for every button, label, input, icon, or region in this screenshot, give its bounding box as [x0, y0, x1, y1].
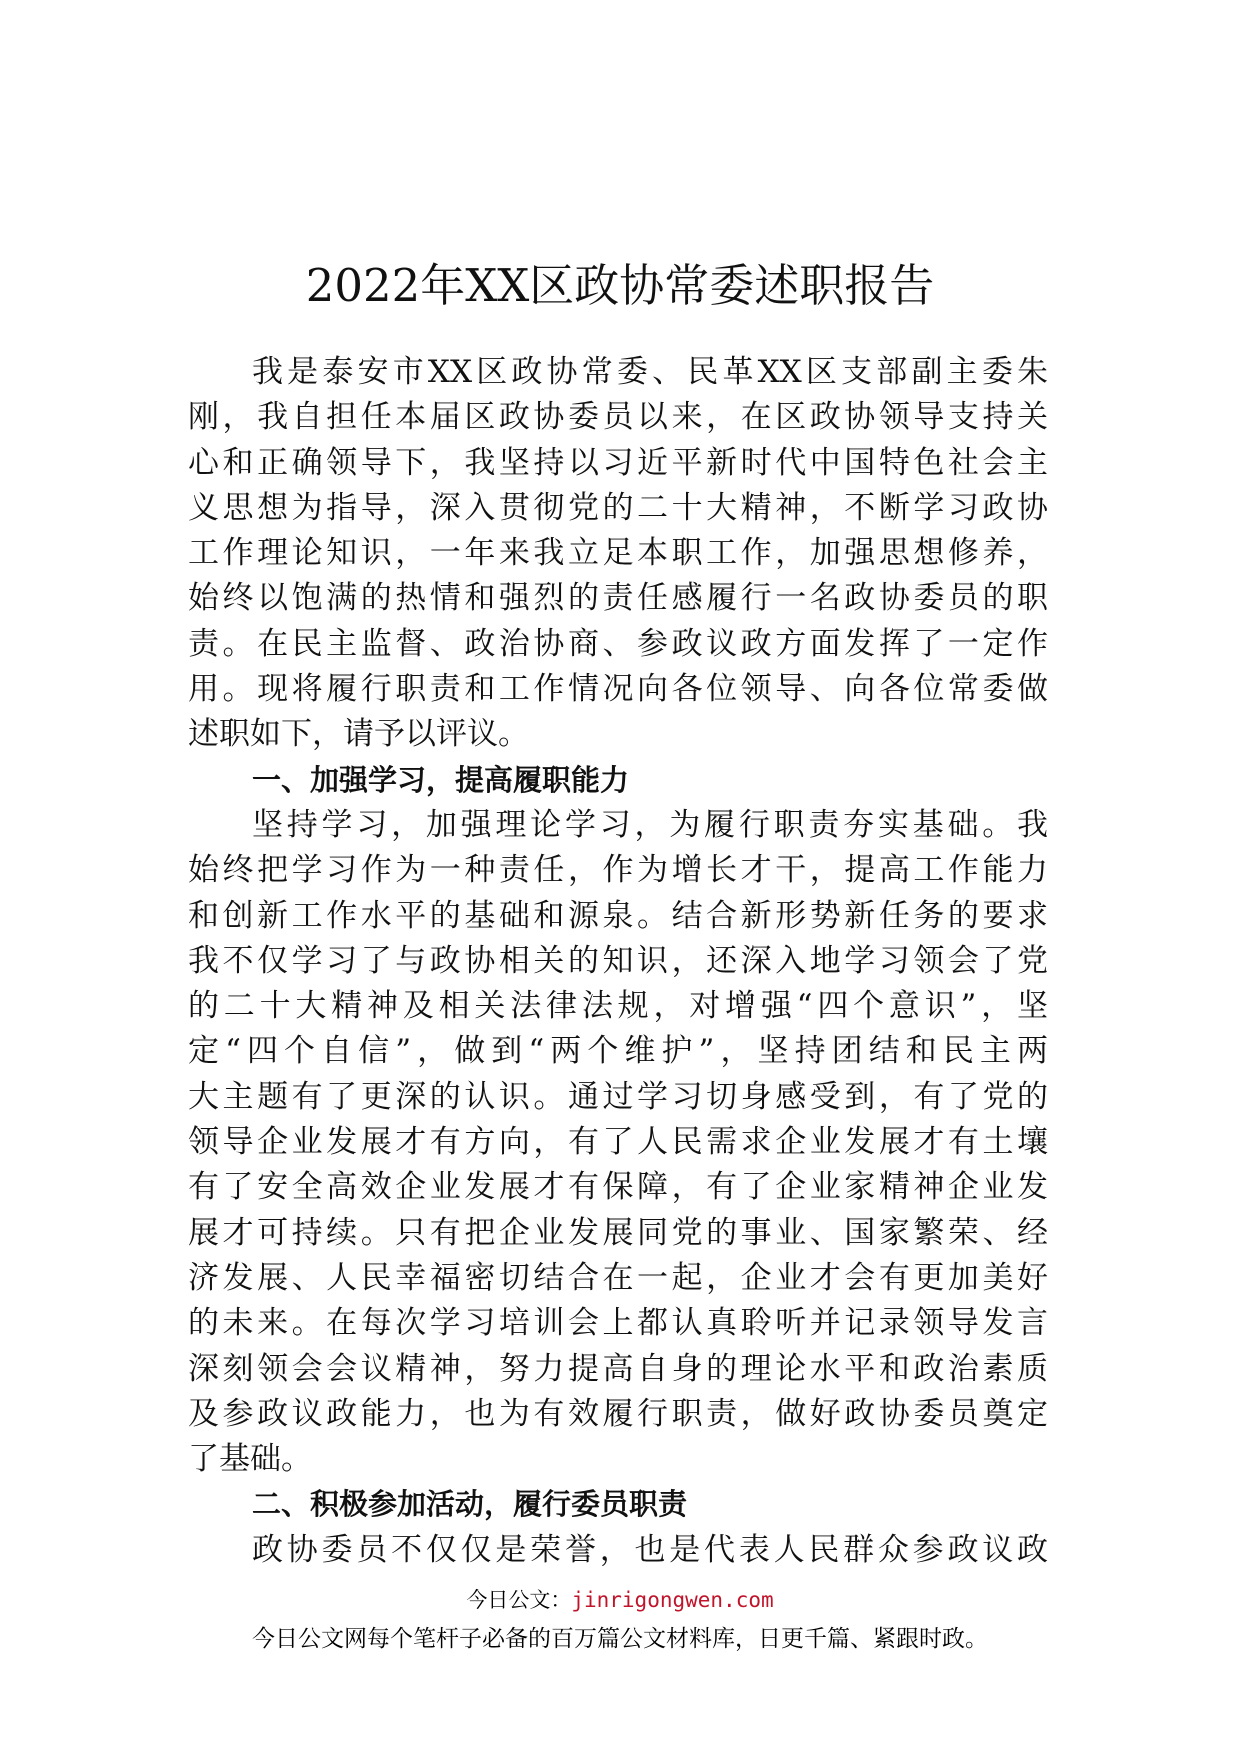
footer-site-url[interactable]: jinrigongwen.com — [571, 1588, 774, 1612]
paragraph-line: 述职如下，请予以评议。 — [188, 716, 529, 753]
paragraph-line: 用。现将履行职责和工作情况向各位领导、向各位常委做 — [188, 671, 1048, 708]
paragraph-line: 我是泰安市XX区政协常委、民革XX区支部副主委朱 — [252, 354, 1048, 390]
paragraph-line: 济发展、人民幸福密切结合在一起，企业才会有更加美好 — [188, 1259, 1048, 1296]
paragraph-line: 工作理论知识，一年来我立足本职工作，加强思想修养， — [188, 535, 1048, 572]
paragraph-line: 定“四个自信”，做到“两个维护”，坚持团结和民主两 — [188, 1033, 1048, 1070]
paragraph-line: 的二十大精神及相关法律法规，对增强“四个意识”，坚 — [188, 988, 1048, 1025]
paragraph-line: 坚持学习，加强理论学习，为履行职责夯实基础。我 — [252, 806, 1048, 843]
paragraph-line: 深刻领会会议精神，努力提高自身的理论水平和政治素质 — [188, 1350, 1048, 1387]
paragraph-line: 领导企业发展才有方向，有了人民需求企业发展才有土壤 — [188, 1124, 1048, 1161]
paragraph-line: 有了安全高效企业发展才有保障，有了企业家精神企业发 — [188, 1169, 1048, 1206]
paragraph-line: 及参政议政能力，也为有效履行职责，做好政协委员奠定 — [188, 1395, 1048, 1432]
paragraph-line: 和创新工作水平的基础和源泉。结合新形势新任务的要求 — [188, 897, 1048, 934]
document-body — [188, 350, 1048, 1573]
section-heading: 二、积极参加活动，履行委员职责 — [252, 1487, 688, 1522]
paragraph-line: 责。在民主监督、政治协商、参政议政方面发挥了一定作 — [188, 625, 1048, 662]
paragraph-line: 的未来。在每次学习培训会上都认真聆听并记录领导发言 — [188, 1305, 1048, 1342]
paragraph-line: 展才可持续。只有把企业发展同党的事业、国家繁荣、经 — [188, 1214, 1048, 1251]
paragraph-line: 刚，我自担任本届区政协委员以来，在区政协领导支持关 — [188, 399, 1048, 436]
footer-site-label: 今日公文： — [466, 1588, 572, 1612]
paragraph-line: 我不仅学习了与政协相关的知识，还深入地学习领会了党 — [188, 942, 1048, 979]
section-heading: 一、加强学习，提高履职能力 — [252, 762, 630, 797]
paragraph-line: 大主题有了更深的认识。通过学习切身感受到，有了党的 — [188, 1078, 1048, 1115]
paragraph-line: 始终以饱满的热情和强烈的责任感履行一名政协委员的职 — [188, 580, 1048, 617]
paragraph-line: 了基础。 — [188, 1441, 312, 1478]
paragraph-line: 义思想为指导，深入贯彻党的二十大精神，不断学习政协 — [188, 489, 1048, 526]
paragraph-line: 政协委员不仅仅是荣誉，也是代表人民群众参政议政 — [252, 1531, 1048, 1568]
page-title: 2022年XX区政协常委述职报告 — [305, 259, 935, 313]
footer-site-line — [0, 1586, 1240, 1614]
paragraph-line: 始终把学习作为一种责任，作为增长才干，提高工作能力 — [188, 852, 1048, 889]
footer-slogan: 今日公文网每个笔杆子必备的百万篇公文材料库，日更千篇、紧跟时政。 — [252, 1626, 988, 1652]
paragraph-line: 心和正确领导下，我坚持以习近平新时代中国特色社会主 — [188, 444, 1048, 481]
